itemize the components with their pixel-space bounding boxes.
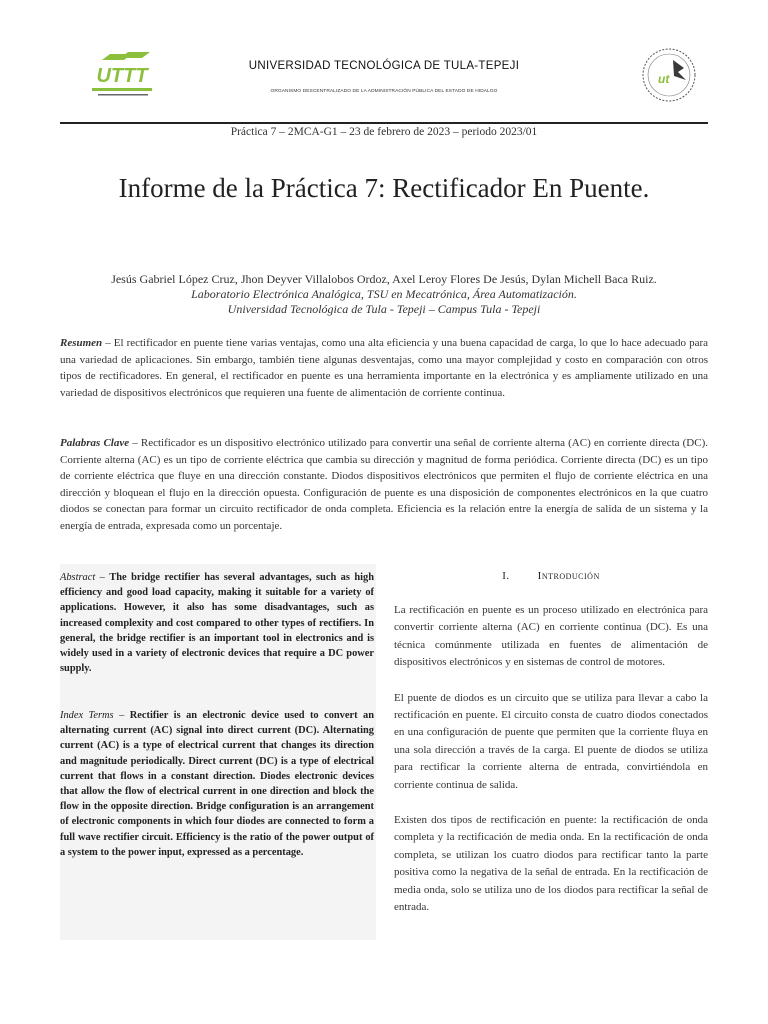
affiliation-university: Universidad Tecnológica de Tula - Tepeji – Campus Tula - Tepeji <box>227 302 541 316</box>
university-name: UNIVERSIDAD TECNOLÓGICA DE TULA-TEPEJI <box>248 60 520 72</box>
index-terms-paragraph <box>60 708 374 860</box>
palabras-clave-label: Palabras Clave <box>60 437 130 449</box>
practice-info: Práctica 7 – 2MCA-G1 – 23 de febrero de 2023 – periodo 2023/01 <box>230 126 538 138</box>
section-title: Introdución <box>537 570 600 582</box>
palabras-clave-paragraph <box>60 435 708 534</box>
header-divider <box>60 122 708 124</box>
university-subtitle: ORGANISMO DESCENTRALIZADO DE LA ADMINISTRACIÓN PÚBLICA DEL ESTADO DE HIDALGO <box>270 89 498 94</box>
uttt-logo-text: UTTT <box>96 65 148 87</box>
abstract-en-label: Abstract <box>60 572 96 583</box>
affiliation-lab: Laboratorio Electrónica Analógica, TSU en Mecatrónica, Área Automatización. <box>191 287 577 301</box>
index-terms-label: Index Terms <box>60 710 114 721</box>
page-title: Informe de la Práctica 7: Rectificador En Puente. <box>118 173 650 203</box>
section-number: I. <box>502 570 510 582</box>
intro-paragraph-3: Existen dos tipos de rectificación en puente: la rectificación de onda completa y la rectificación de media onda. En la rectificación de onda completa, se utilizan los cuatro diodos para rectificar tanto la parte positiva como la negativa de la señal de entrada. En la rectificación de media onda, solo se utiliza uno de los diodos para rectificar la señal de entrada. <box>394 814 708 914</box>
palabras-clave-text: – Rectificador es un dispositivo electrónico utilizado para convertir una señal de corriente alterna (AC) en corriente directa (DC). Corriente alterna (AC) es un tipo de corriente eléctrica que cambia su dirección y magnitud de forma periódica. Corriente directa (DC) es un tipo de corriente eléctrica que fluye en una dirección constante. Diodos dispositivos electrónicos que permiten el flujo de corriente eléctrica en una dirección y bloquean el flujo en la dirección opuesta. Configuración de puente es una disposición de componentes electrónicos en la que cuatro diodos se conectan para formar un circuito rectificador de onda completa. Eficiencia es la relación entre la energía de salida de un sistema y la energía de entrada, expresada como un porcentaje. <box>60 437 708 532</box>
intro-paragraph-2: El puente de diodos es un circuito que se utiliza para llevar a cabo la rectificación en puente. El circuito consta de cuatro diodos conectados en una configuración de puente que permiten que la corriente fluya en una sola dirección a través de la carga. El puente de diodos se utiliza para rectificar la corriente alterna de entrada, convirtiéndola en corriente continua de salida. <box>394 691 708 791</box>
intro-paragraph-1: La rectificación en puente es un proceso utilizado en electrónica para convertir corriente alterna (AC) en corriente continua (DC). Es una técnica comúnmente utilizada en fuentes de alimentación de dispositivos electrónicos y en sistemas de control de motores. <box>394 604 708 669</box>
university-seal-logo <box>640 46 698 104</box>
resumen-label: Resumen <box>60 337 103 349</box>
resumen-paragraph <box>60 335 708 401</box>
authors-block <box>20 272 748 317</box>
abstract-en-paragraph <box>60 570 374 676</box>
index-terms-text: Rectifier is an electronic device used to convert an alternating current (AC) signal into direct current (DC). Alternating current (AC) is a type of electrical current that changes its direction and magnitude periodically. Direct current (DC) is a type of electrical current that flows in a constant direction. Diodes electronic devices that allow the flow of electrical current in one direction and block the flow in the opposite direction. Bridge configuration is an arrangement of electronic components in which four diodes are connected to form a full wave rectifier circuit. Efficiency is the ratio of the power output of a system to the power input, expressed as a percentage. <box>60 710 375 858</box>
english-abstract-box <box>60 564 376 940</box>
page-header <box>60 40 708 125</box>
seal-logo-text: ut <box>658 72 670 86</box>
abstract-en-text: The bridge rectifier has several advantages, such as high efficiency and good load capacity, making it suitable for a variety of applications. However, it also has some disadvantages, such as increased complexity and cost compared to other types of rectifiers. In general, the bridge rectifier is an important tool in electronics and is widely used in a variety of electronic devices that require a DC power supply. <box>60 572 375 675</box>
section-heading <box>394 570 708 582</box>
abstract-en-dash: – <box>95 572 110 583</box>
index-terms-dash: – <box>113 710 130 721</box>
author-list: Jesús Gabriel López Cruz, Jhon Deyver Villalobos Ordoz, Axel Leroy Flores De Jesús, Dylan Michell Baca Ruiz. <box>111 272 657 286</box>
resumen-text: – El rectificador en puente tiene varias ventajas, como una alta eficiencia y una buena capacidad de carga, lo que lo hace adecuado para una variedad de aplicaciones. Sin embargo, también tiene algunas desventajas, como una mayor complejidad y costo en comparación con otros tipos de rectificadores. En general, el rectificador en puente es una herramienta importante en la electrónica y es ampliamente utilizado en una variedad de dispositivos electrónicos que requieren una fuente de alimentación de corriente continua. <box>60 337 708 399</box>
introduction-section <box>394 570 708 935</box>
